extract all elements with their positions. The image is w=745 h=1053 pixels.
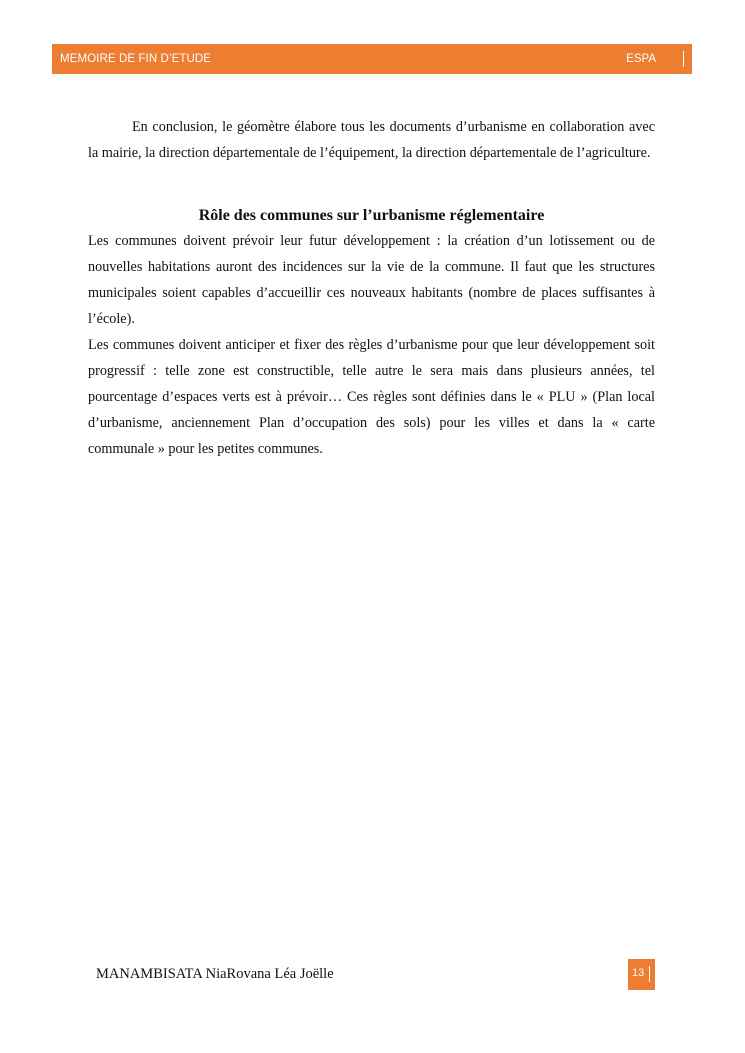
paragraph-development: Les communes doivent prévoir leur futur développement : la création d’un lotissement ou de nouvelles habitations auront des incidences sur la vie de la commune. Il faut que les structures municipales soient capables d’accueillir ces nouveaux habitants (nombre de places suffisantes à l’école). (88, 233, 655, 327)
paragraph-conclusion: En conclusion, le géomètre élabore tous les documents d’urbanisme en collaboration avec la mairie, la direction départementale de l’équipement, la direction départementale de l’agriculture. (88, 119, 655, 161)
header-divider (683, 51, 684, 67)
paragraph-rules: Les communes doivent anticiper et fixer des règles d’urbanisme pour que leur développement soit progressif : telle zone est constructible, telle autre le sera mais dans plusieurs années, tel pourcentage d’espaces verts est à prévoir… Ces règles sont définies dans le « PLU » (Plan local d’urbanisme, anciennement Plan d’occupation des sols) pour les villes et dans la « carte communale » pour les petites communes. (88, 337, 655, 457)
page-body (88, 114, 655, 462)
page-number-box (628, 959, 655, 990)
page-header (52, 44, 692, 74)
header-title: MEMOIRE DE FIN D’ETUDE (60, 53, 212, 65)
section-heading: Rôle des communes sur l’urbanisme réglementaire (198, 207, 545, 224)
page-number-divider (649, 966, 650, 982)
header-school: ESPA (626, 53, 656, 65)
page-number: 13 (632, 967, 645, 979)
footer-author: MANAMBISATA NiaRovana Léa Joëlle (96, 966, 334, 982)
